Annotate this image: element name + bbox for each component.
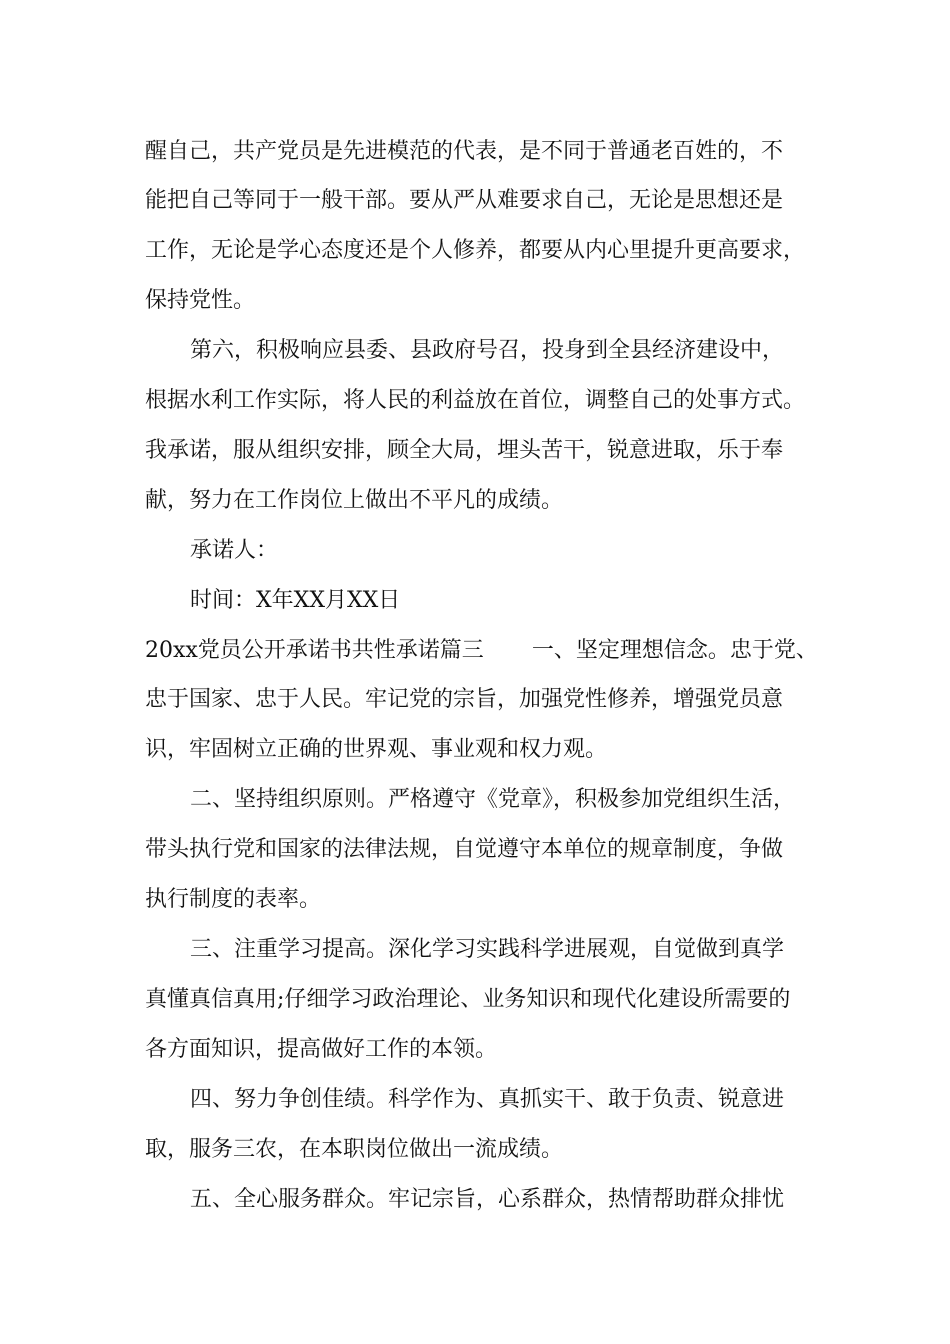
section-title: 20xx党员公开承诺书共性承诺篇三 bbox=[145, 638, 484, 663]
text-line: 献，努力在工作岗位上做出不平凡的成绩。 bbox=[145, 488, 564, 513]
paragraph-start-line: 五、全心服务群众。牢记宗旨，心系群众，热情帮助群众排忧 bbox=[190, 1187, 785, 1212]
paragraph-start-line: 二、坚持组织原则。严格遵守《党章》，积极参加党组织生活， bbox=[190, 787, 796, 812]
text-line: 醒自己，共产党员是先进模范的代表，是不同于普通老百姓的，不 bbox=[145, 139, 784, 164]
text-line: 识，牢固树立正确的世界观、事业观和权力观。 bbox=[145, 737, 608, 762]
text-line: 根据水利工作实际，将人民的利益放在首位，调整自己的处事方式。 bbox=[145, 388, 806, 413]
paragraph-start-line: 第六，积极响应县委、县政府号召，投身到全县经济建设中， bbox=[190, 338, 785, 363]
text-line: 带头执行党和国家的法律法规，自觉遵守本单位的规章制度，争做 bbox=[145, 837, 784, 862]
paragraph-start-line: 三、注重学习提高。深化学习实践科学进展观，自觉做到真学 bbox=[190, 937, 785, 962]
text-line: 真懂真信真用;仔细学习政治理论、业务知识和现代化建设所需要的 bbox=[145, 987, 791, 1012]
text-line: 能把自己等同于一般干部。要从严从难要求自己，无论是思想还是 bbox=[145, 188, 784, 213]
text-line: 工作，无论是学心态度还是个人修养，都要从内心里提升更高要求， bbox=[145, 238, 806, 263]
signer-line: 承诺人： bbox=[190, 538, 279, 563]
text-line: 保持党性。 bbox=[145, 288, 256, 313]
text-line: 我承诺，服从组织安排，顾全大局，埋头苦干，锐意进取，乐于奉 bbox=[145, 438, 784, 463]
text-line: 忠于国家、忠于人民。牢记党的宗旨，加强党性修养，增强党员意 bbox=[145, 687, 784, 712]
date-line: 时间：X年XX月XX日 bbox=[190, 588, 401, 613]
paragraph-start-line: 四、努力争创佳绩。科学作为、真抓实干、敢于负责、锐意进 bbox=[190, 1087, 785, 1112]
section-first-item: 一、坚定理想信念。忠于党、 bbox=[531, 638, 818, 663]
section-heading-line bbox=[145, 636, 818, 666]
text-line: 取，服务三农，在本职岗位做出一流成绩。 bbox=[145, 1137, 564, 1162]
text-line: 执行制度的表率。 bbox=[145, 887, 322, 912]
text-line: 各方面知识，提高做好工作的本领。 bbox=[145, 1037, 498, 1062]
